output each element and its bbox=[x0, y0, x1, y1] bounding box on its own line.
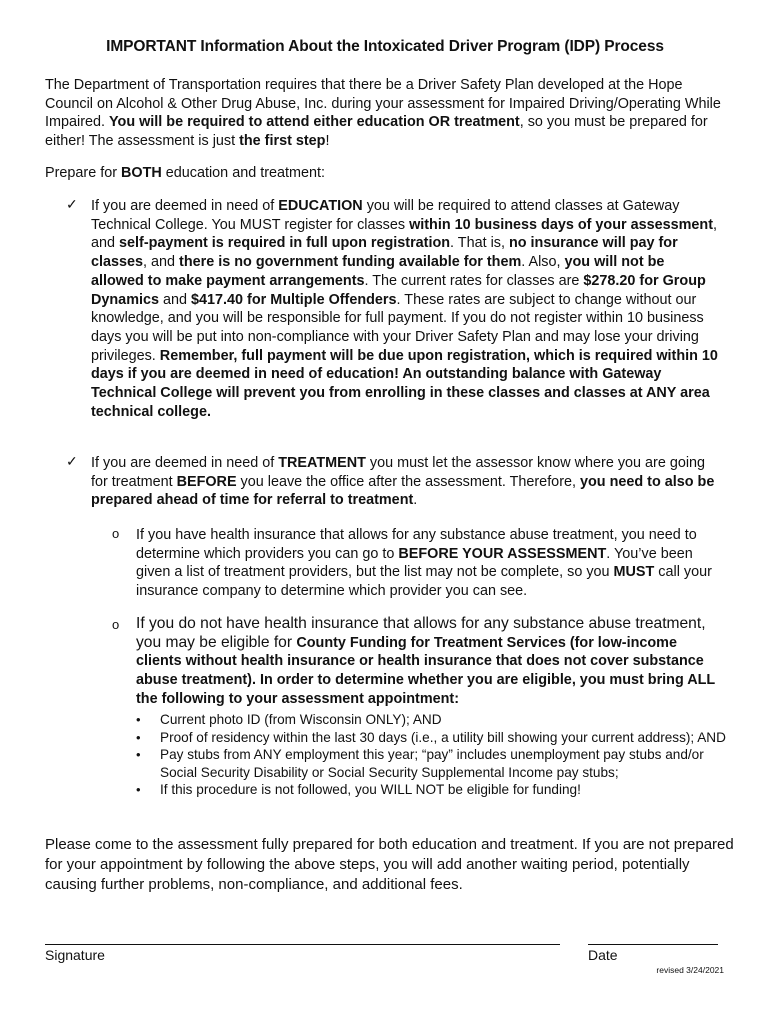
hollow-circle-icon: o bbox=[112, 526, 120, 541]
date-label: Date bbox=[588, 947, 618, 963]
treatment-bold-3: you need to also be prepared ahead of time for referral to treatment bbox=[91, 473, 715, 509]
list-item-text: Proof of residency within the last 30 days (i.e., a utility bill showing your current address); AND bbox=[160, 729, 726, 745]
education-text-8: and bbox=[159, 291, 192, 308]
list-item bbox=[136, 781, 730, 799]
closing-paragraph: Please come to the assessment fully prepared for both education and treatment. If you are not prepared for your appointment by following the above steps, you will add another waiting period, potentially causing further problems, non-compliance, and additional fees. bbox=[45, 836, 734, 893]
education-text-4: . That is, bbox=[450, 235, 509, 252]
education-bold-3: self-payment is required in full upon registration bbox=[119, 235, 451, 252]
education-bold-7: $278.20 for Group Dynamics bbox=[91, 272, 706, 308]
prepare-text-2: education and treatment: bbox=[161, 165, 325, 181]
list-item-text: Pay stubs from ANY employment this year; “pay” includes unemployment pay stubs and/or Social Security Disability or Social Security Supplemental Income pay stubs; bbox=[160, 747, 704, 780]
education-bold-2: within 10 business days of your assessment bbox=[409, 216, 713, 233]
signature-line[interactable] bbox=[45, 944, 560, 945]
insured-text-3: call your insurance company to determine which provider you can see. bbox=[136, 564, 712, 600]
education-text-9: . These rates are subject to change without our knowledge, and you will be responsible for full payment. If you do not register within 10 business days you will be put into non-compliance with your Driver Safety Plan and may lose your driving privileges. bbox=[91, 291, 704, 364]
treatment-bold-1: TREATMENT bbox=[278, 455, 366, 471]
list-item bbox=[136, 729, 730, 747]
insured-text-1: If you have health insurance that allows for any substance abuse treatment, you need to determine which providers you can go to bbox=[136, 527, 697, 562]
insured-subsection bbox=[136, 526, 721, 601]
intro-paragraph bbox=[45, 76, 725, 151]
bullet-icon: • bbox=[136, 747, 141, 762]
education-bold-8: $417.40 for Multiple Offenders bbox=[191, 291, 397, 308]
intro-text-1: The Department of Transportation requires that there be a Driver Safety Plan developed at the Hope Council on Alcohol & Other Drug Abuse, Inc. during your assessment for Impaired Driving/Operating While Impaired. bbox=[45, 77, 721, 131]
prepare-text-1: Prepare for bbox=[45, 165, 121, 181]
bullet-icon: • bbox=[136, 782, 141, 797]
education-text-1: If you are deemed in need of bbox=[91, 198, 279, 214]
insured-bold-2: MUST bbox=[613, 564, 655, 581]
insured-bold-1: BEFORE YOUR ASSESSMENT bbox=[398, 545, 607, 562]
treatment-text-3: you leave the office after the assessment. Therefore, bbox=[236, 473, 580, 490]
intro-bold-2: the first step bbox=[239, 133, 326, 150]
list-item-text: If this procedure is not followed, you WILL NOT be eligible for funding! bbox=[160, 782, 581, 797]
treatment-text-2: you must let the assessor know where you are going for treatment bbox=[91, 455, 706, 490]
checkmark-icon: ✓ bbox=[66, 196, 78, 212]
education-bold-1: EDUCATION bbox=[278, 198, 363, 214]
bullet-icon: • bbox=[136, 729, 141, 745]
education-text-3: , and bbox=[91, 216, 717, 252]
prepare-bold-1: BOTH bbox=[121, 165, 162, 181]
education-section bbox=[91, 197, 721, 421]
date-line[interactable] bbox=[588, 944, 718, 945]
hollow-circle-icon: o bbox=[112, 617, 120, 632]
uninsured-text-1: If you do not have health insurance that allows for any substance abuse treatment, you may be eligible for bbox=[136, 615, 706, 651]
list-item bbox=[136, 711, 730, 729]
intro-bold-1: You will be required to attend either education OR treatment bbox=[109, 114, 520, 131]
treatment-text-1: If you are deemed in need of bbox=[91, 455, 279, 471]
treatment-text-4: . bbox=[413, 492, 418, 509]
bullet-icon: • bbox=[136, 712, 141, 727]
education-bold-6: you will not be allowed to make payment arrangements bbox=[91, 254, 665, 289]
required-documents-list bbox=[136, 711, 730, 799]
revision-note: revised 3/24/2021 bbox=[656, 965, 724, 975]
uninsured-bold-1: County Funding for Treatment Services (for low-income clients without health insurance or health insurance that does not cover substance abuse treatment). In order to determine whether you are eligible, you must bring ALL the following to your assessment appointment: bbox=[136, 634, 715, 707]
intro-text-3: ! bbox=[325, 133, 330, 150]
treatment-bold-2: BEFORE bbox=[176, 473, 237, 490]
prepare-paragraph bbox=[45, 164, 725, 183]
education-text-5: , and bbox=[143, 254, 180, 271]
signature-label: Signature bbox=[45, 947, 105, 963]
treatment-section bbox=[91, 454, 721, 510]
document-title: IMPORTANT Information About the Intoxicated Driver Program (IDP) Process bbox=[106, 38, 664, 55]
insured-text-2: . You’ve been given a list of treatment providers, but the list may not be complete, so you bbox=[136, 545, 693, 581]
checkmark-icon: ✓ bbox=[66, 453, 78, 469]
education-bold-9: Remember, full payment will be due upon registration, which is required within 10 days if you are deemed in need of education! An outstanding balance with Gateway Technical College will prevent you from enrolling in these classes and classes at ANY area technical college. bbox=[91, 347, 718, 420]
education-text-7: . The current rates for classes are bbox=[364, 272, 584, 289]
list-item bbox=[136, 746, 730, 781]
intro-text-2: , so you must be prepared for either! The assessment is just bbox=[45, 114, 708, 150]
education-bold-5: there is no government funding available for them bbox=[179, 254, 522, 271]
education-text-2: you will be required to attend classes at Gateway Technical College. You MUST register for classes bbox=[91, 198, 680, 233]
education-text-6: . Also, bbox=[521, 254, 565, 271]
uninsured-subsection bbox=[136, 615, 721, 709]
list-item-text: Current photo ID (from Wisconsin ONLY); AND bbox=[160, 712, 442, 727]
education-bold-4: no insurance will pay for classes bbox=[91, 235, 678, 271]
